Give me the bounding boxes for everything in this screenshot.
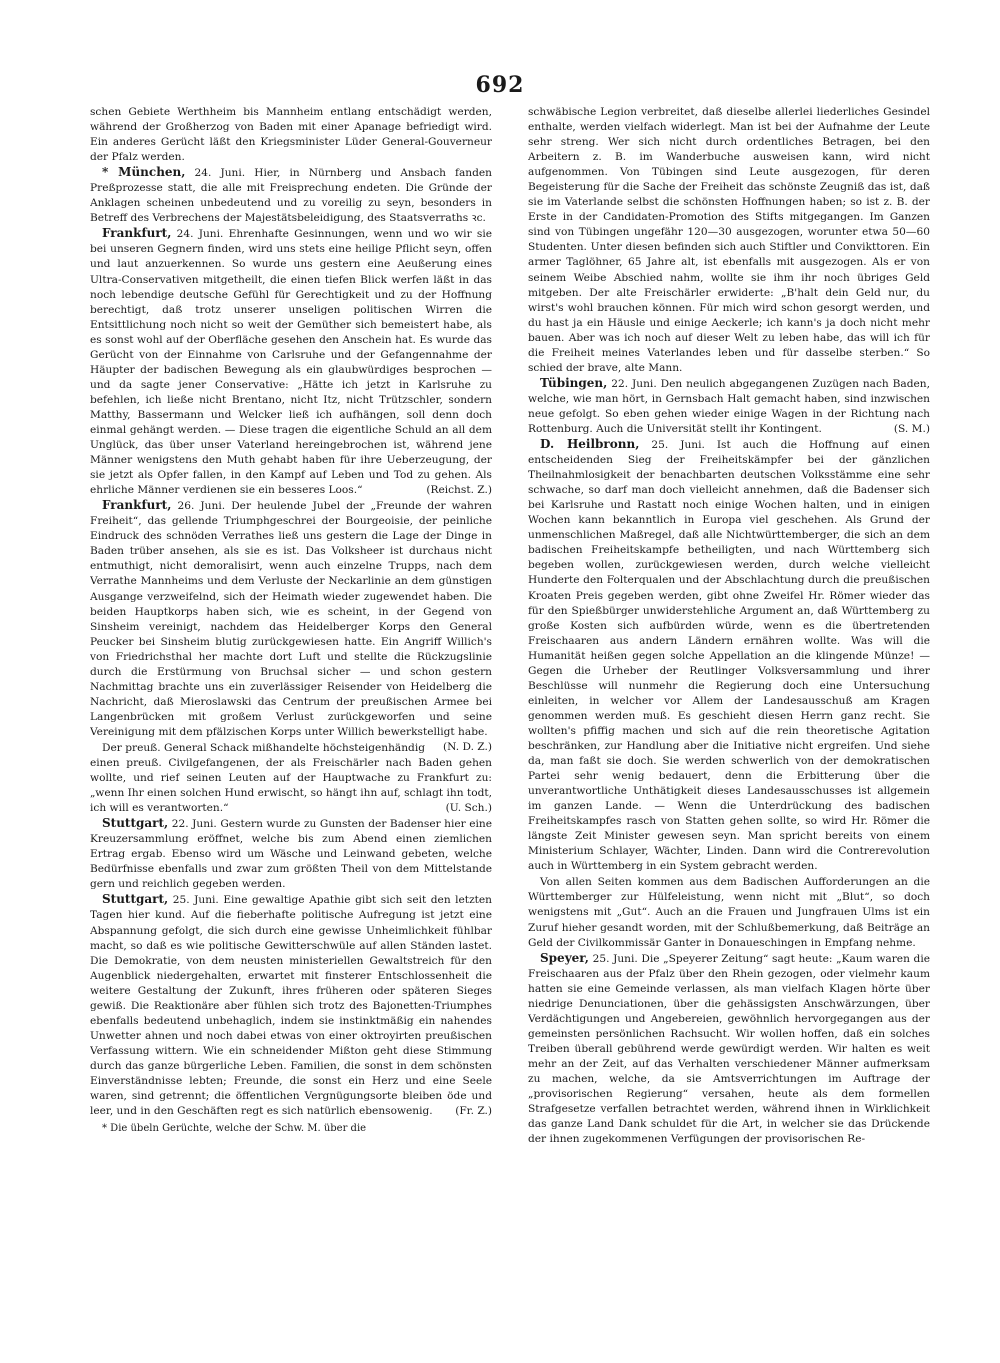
article-paragraph	[528, 104, 930, 376]
article-date: 24. Juni.	[176, 228, 224, 241]
article-text: Eine gewaltige Apathie gibt sich seit den letzten Tagen hier kund. Auf die fieberhafte politische Aufregung ist jetzt eine Abspannung gefolgt, die sich durch eine gewisse Unheimlichkeit fühlbar macht, so daß es wie politische Gewitterschwüle auf allen Ständen lastet. Die Demokratie, von dem neusten ministeriellen Gewaltstreich für den Augenblick niedergehalten, erwartet mit finsterer Entschlossenheit die weitere Gestaltung der Zukunft, ihres früheren oder späteren Sieges gewiß. Die Reaktionäre aber fühlen sich trotz des Bajonetten-Triumphes ebenfalls bedeutend unbehaglich, indem sie instinktmäßig ein nahendes Unwetter ahnen und noch dabei etwas von einer oktroyirten preußischen Verfassung wittern. Wie ein schneidender Mißton geht diese Stimmung durch das ganze bürgerliche Leben. Familien, die sonst in dem schönsten Einverständnisse lebten; Freunde, die sonst ein Herz und eine Seele waren, sind getrennt; die öffentlichen Vergnügungsorte bleiben öde und leer, und in den Geschäften regt es sich natürlich ebensowenig.	[90, 894, 492, 1118]
article-paragraph	[90, 816, 492, 892]
article-date: 25. Juni.	[592, 952, 638, 965]
article-date: 24. Juni.	[194, 167, 246, 180]
article-paragraph	[90, 498, 492, 753]
article-text: Die „Speyerer Zeitung“ sagt heute: „Kaum waren die Freischaaren aus der Pfalz über den Rhein gezogen, oder vielmehr kaum hatten sie eine Gemeinde verlassen, als man vielfach Klagen hörte über niedrige Denunciationen, über die gehässigsten Anschwärzungen, über Verdächtigungen und Angebereien, gewöhnlich hervorgegangen aus der gemeinsten persönlichen Rachsucht. Wir wollen hoffen, daß ein solches Treiben überall gebührend werde gewürdigt werden. Wir halten es weit mehr an der Zeit, auf das Verhalten verschiedener Männer aufmerksam zu machen, welche, da sie Amtsverrichtungen im Auftrage der „provisorischen Regierung“ versahen, heute als dem formellen Strafgesetze verfallen betrachtet werden, während ihnen in Wirklichkeit das ganze Land Dank schuldet für die Art, in welcher sie das Drückende der ihnen zugekommenen Verfügungen der provisorischen Re-	[528, 952, 930, 1146]
article-text: Ist auch die Hoffnung auf einen entscheidenden Sieg der Freiheitskämpfer bei der gänzlichen Theilnahmlosigkeit der benachbarten deutschen Volksstämme eine sehr schwache, so darf man doch vielleicht annehmen, daß die Badenser sich bei Karlsruhe und Rastatt noch einige Wochen halten, und in einigen Wochen kann bekanntlich in Europa viel geschehen. Als Grund der unmenschlichen Maßregel, daß alle Nichtwürttemberger, die sich an dem badischen Freiheitskampfe betheiligten, und nach Württemberg sich begeben wollen, zurückgewiesen werden, durch welche vielleicht Hunderte den Folterqualen und der Abschlachtung durch die preußischen Kroaten Preis gegeben werden, gibt ohne Zweifel Hr. Römer wieder das für den Spießbürger unwiderstehliche Argument an, daß Württemberg zu große Kosten sich aufbürden würde, wenn es die übertretenden Freischaaren aus andern Ländern ernähren wollte. Was will die Humanität heißen gegen solche Appellation an die klingende Münze! — Gegen die Urheber der Reutlinger Volksversammlung und ihrer Beschlüsse will nunmehr die Regierung doch eine Untersuchung einleiten, in welcher vor Allem der Landesausschuß am Kragen genommen werden muß. Es geschieht diesen Herrn ganz recht. Sie wollten's pfiffig machen und sich auf die rein theoretische Agitation beschränken, zur Handlung aber die Initiative nicht ergreifen. Und siehe da, man faßt sie doch. Sie werden schwerlich von der demokratischen Partei sehr wenig bedauert, denn die Erbitterung über die unverantwortliche Unthätigkeit dieses Landesausschusses ist allgemein im ganzen Lande. — Wenn die Unterdrückung des badischen Freiheitskampfes rasch von Statten gehen sollte, so wird Hr. Römer die längste Zeit Minister gewesen seyn. Man spricht bereits von einem Ministerium Schlayer, Wächter, Linden. Dann wird die Contrerevolution auch in Württemberg in ein System gebracht werden.	[528, 439, 930, 873]
article-paragraph	[90, 226, 492, 498]
article-source: (Fr. Z.)	[455, 1105, 492, 1118]
article-paragraph	[528, 376, 930, 437]
article-text: Der heulende Jubel der „Freunde der wahren Freiheit“, das gellende Triumphgeschrei der Bourgeoisie, der peinliche Eindruck des schnöden Verrathes ließ uns gestern die Lage der Dinge in Baden trüber ansehen, als sie es ist. Das Volksheer ist durchaus nicht entmuthigt, nicht demoralisirt, wenn auch einzelne Trupps, nach dem Verrathe Mannheims und dem Verluste der Neckarlinie an dem günstigen Ausgange verzweifelnd, sich der Heimath wieder zugewendet haben. Die beiden Hauptkorps haben sich, wie es scheint, in der Gegend von Sinsheim vereinigt, nachdem das Heidelberger Korps den General Peucker bei Sinsheim blutig zurückgewiesen hatte. Ein Angriff Willich's von Friedrichsthal her machte dort Luft und stellte die Rückzugslinie durch die Erstürmung von Bruchsal sicher — und schon gestern Nachmittag brachte uns ein zuverlässiger Reisender von Heidelberg die Nachricht, daß Mieroslawski das Centrum der preußischen Armee bei Langenbrücken mit großem Verlust zurückgeworfen und seine Vereinigung mit dem pfälzischen Korps unter Willich bewerkstelligt habe.	[90, 500, 492, 738]
article-date: 22. Juni.	[611, 377, 657, 390]
article-text: Den neulich abgegangenen Zuzügen nach Baden, welche, wie man hört, in Gernsbach Halt gemacht haben, sind inzwischen neue gefolgt. So eben gehen wieder einige Wagen in der Richtung nach Rottenburg. Auch die Universität stellt ihr Kontingent.	[528, 377, 930, 435]
article-source: (U. Sch.)	[445, 802, 492, 815]
dateline: Frankfurt,	[102, 226, 172, 241]
right-column	[528, 104, 930, 1324]
article-paragraph	[528, 874, 930, 950]
article-text: Hier, in Nürnberg und Ansbach fanden Preßprozesse statt, die alle mit Freisprechung endeten. Die Gründe der Anklagen scheinen unbedeutend und zu voreilig zu seyn, besonders in Betreff des Verbrechens der Majestätsbeleidigung, des Staatsverraths ꝛc.	[90, 167, 492, 225]
dateline: Stuttgart,	[102, 816, 169, 831]
article-text: schen Gebiete Werthheim bis Mannheim entlang entschädigt werden, während der Großherzog von Baden mit einer Apanage befriedigt wird. Ein anderes Gerücht läßt den Kriegsminister Lüder General-Gouverneur der Pfalz werden.	[90, 106, 492, 164]
dateline: * München,	[102, 165, 186, 180]
article-paragraph	[90, 104, 492, 165]
article-paragraph	[528, 437, 930, 874]
article-date: 26. Juni.	[177, 500, 226, 513]
dateline: Frankfurt,	[102, 498, 172, 513]
article-text: schwäbische Legion verbreitet, daß dieselbe allerlei liederliches Gesindel enthalte, werden vielfach widerlegt. Man ist bei der Aufnahme der Leute sehr streng. Wer sich nicht durch ordentliches Betragen, bei den Arbeitern z. B. im Wanderbuche ausweisen kann, wird nicht aufgenommen. Von Tübingen sind Leute ausgezogen, für deren Begeisterung für die Sache der Freiheit das schönste Zeugniß das ist, daß sie im Vaterlande selbst die schönsten Hoffnungen haben; so ist z. B. der Erste in der Candidaten-Promotion des Stifts mitgegangen. Im Ganzen sind von Tübingen ungefähr 120—30 ausgezogen, worunter etwa 50—60 Studenten. Unter diesen befinden sich auch Stiftler und Convikttoren. Ein armer Taglöhner, 65 Jahre alt, ist ebenfalls mit ausgezogen. Als er von seinem Weibe Abschied nahm, wollte sie ihm ihr noch übriges Geld mitgeben. Der alte Freischärler erwiderte: „B'halt dein Geld nur, du wirst's wohl brauchen können. Für mich wird schon gesorgt werden, und du hast ja ein Häusle und einige Aeckerle; ich kann's ja doch nicht mehr bauen. Aber was ich noch auf dieser Welt zu leben habe, das will ich für die Freiheit meines Vaterlandes leben und für dasselbe sterben.“ So schied der brave, alte Mann.	[528, 106, 930, 374]
dateline: D. Heilbronn,	[540, 437, 640, 452]
dateline: Speyer,	[540, 950, 589, 965]
article-text: Von allen Seiten kommen aus dem Badischen Aufforderungen an die Württemberger zur Hülfeleistung, wenn nicht mit „Blut“, so doch wenigstens mit „Gut“. Auch an die Frauen und Jungfrauen Ulms ist ein Zuruf hieher gesandt worden, mit der Schlußbemerkung, daß Beiträge an Geld der Civilkommissär Ganter in Donaueschingen in Empfang nehme.	[528, 876, 930, 949]
article-source: (Reichst. Z.)	[426, 484, 492, 497]
article-text: Ehrenhafte Gesinnungen, wenn und wo wir sie bei unseren Gegnern finden, wird uns stets eine heilige Pflicht seyn, offen und laut anzuerkennen. So wurde uns gestern eine Aeußerung eines Ultra-Conservativen mitgetheilt, die einen tiefen Blick werfen läßt in das noch lebendige deutsche Gefühl für Gerechtigkeit und zu der Hoffnung berechtigt, daß trotz unserer unseligen politischen Wirren die Entsittlichung noch nicht so weit der Gemüther sich bemeistert habe, als es sonst wohl auf der Oberfläche gesehen den Anschein hat. Es wurde das Gerücht von der Einnahme von Carlsruhe und der Gefangennahme der Häupter der badischen Bewegung als ein glaubwürdiges besprochen — und da sagte jener Conservative: „Hätte ich jetzt in Karlsruhe zu befehlen, ich ließe nicht Brentano, nicht Itz, nicht Trützschler, sondern Matthy, Bassermann und Welcker ließ ich aufhängen, soll denn doch einmal gehängt werden. — Diese tragen die eigentliche Schuld an all dem Unglück, das über unser Vaterland hereingebrochen ist, während jene Männer wenigstens den Muth gehabt haben für ihre Ueberzeugung, der sie jetzt als Opfer fallen, in den Kampf auf Leben und Tod zu gehen. Als ehrliche Männer verdienen sie ein besseres Loos.“	[90, 228, 492, 497]
article-text: Gestern wurde zu Gunsten der Badenser hier eine Kreuzersammlung eröffnet, welche bis zum Abend einen ziemlichen Ertrag ergab. Ebenso wird um Wäsche und Leinwand gebeten, welche Bedürfnisse ebenfalls und zwar zum größten Theil von dem Mittelstande gern und reichlich gegeben werden.	[90, 818, 492, 891]
article-source: (S. M.)	[893, 422, 930, 435]
footnote: * Die übeln Gerüchte, welche der Schw. M. über die	[102, 1123, 367, 1135]
article-date: 25. Juni.	[172, 894, 219, 907]
article-paragraph	[528, 951, 930, 1148]
article-paragraph	[90, 165, 492, 226]
left-column	[90, 104, 492, 1340]
page-number: 692	[475, 72, 525, 98]
article-text: Der preuß. General Schack mißhandelte höchsteigenhändig einen preuß. Civilgefangenen, der als Freischärler nach Baden gehen wollte, und rief seinen Leuten auf der Hauptwache zu Frankfurt zu: „wenn Ihr einen solchen Hund erwischt, so hängt ihn auf, schlagt ihn todt, ich will es verantworten.“	[90, 741, 492, 815]
dateline: Stuttgart,	[102, 892, 169, 907]
article-date: 25. Juni.	[651, 439, 705, 452]
article-date: 22. Juni.	[171, 818, 217, 831]
dateline: Tübingen,	[540, 375, 608, 390]
article-source: (N. D. Z.)	[443, 740, 492, 753]
article-paragraph	[90, 892, 492, 1119]
